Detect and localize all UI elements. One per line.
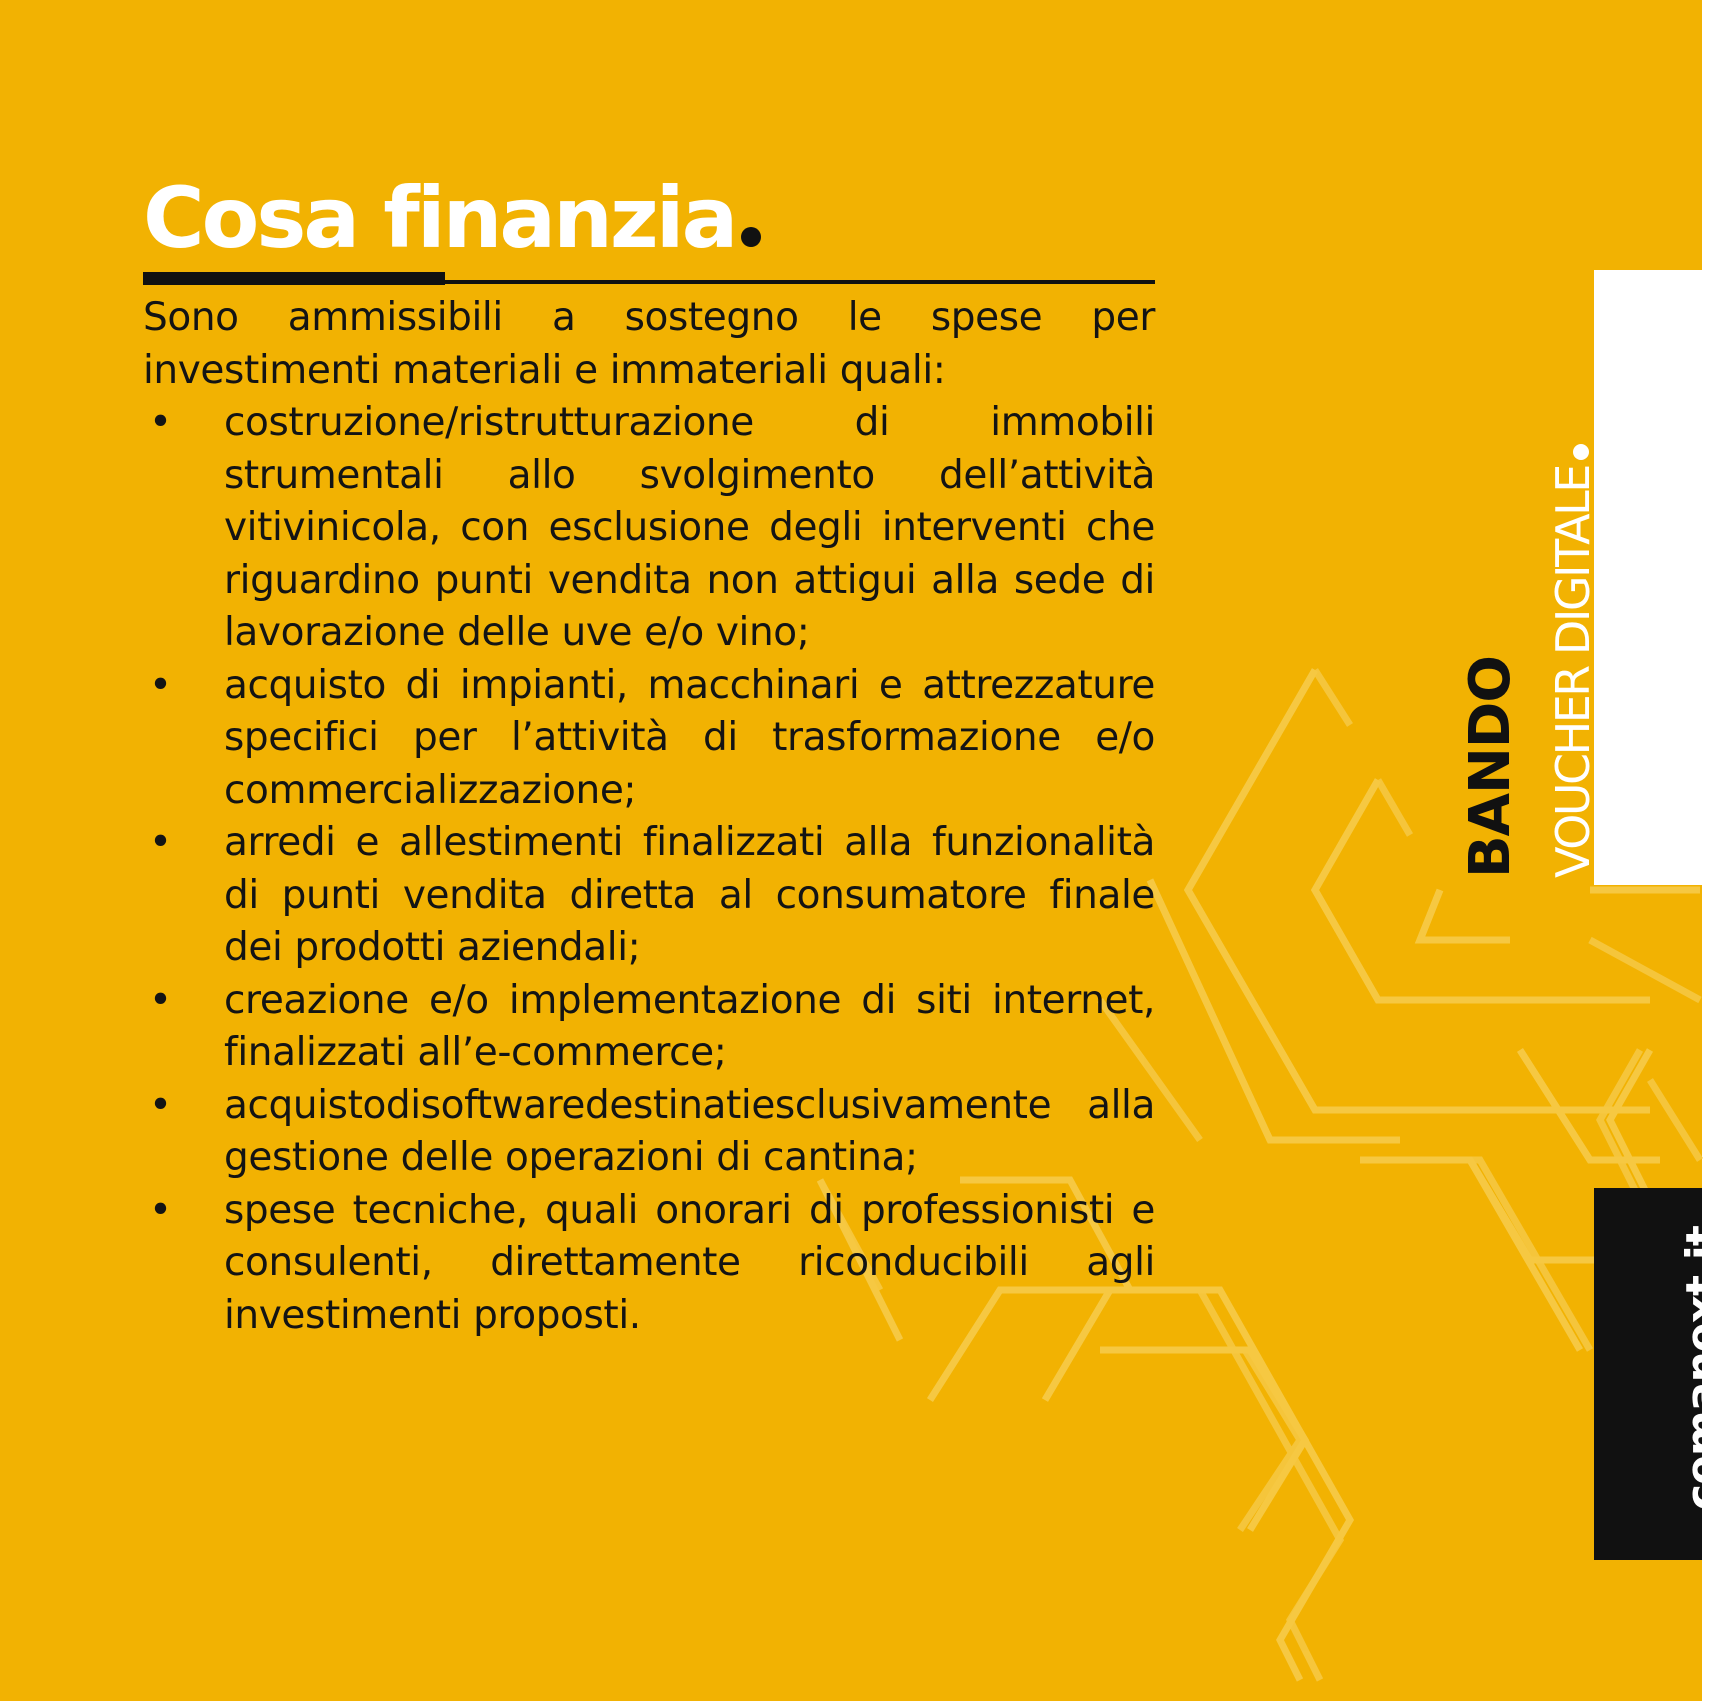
list-item (143, 1080, 1155, 1185)
list-item (143, 817, 1155, 975)
list-item (143, 660, 1155, 818)
bullet-icon: • (149, 662, 172, 708)
list-item-text: spese tecniche, quali onorari di professionisti e consulenti, direttamente riconducibili agli investimenti proposti. (224, 1187, 1155, 1338)
bando-label: BANDO (1458, 656, 1523, 878)
bullet-icon: • (149, 977, 172, 1023)
bullet-icon: • (149, 1082, 172, 1128)
funded-items-list (143, 397, 1155, 1342)
list-item-text: creazione e/o implementazione di siti internet, finalizzati all’e-commerce; (224, 977, 1155, 1075)
list-item (143, 975, 1155, 1080)
page-title-text: Cosa finanzia (143, 169, 736, 267)
list-item (143, 1185, 1155, 1343)
title-underline-accent (143, 272, 445, 285)
list-item-text: acquisto di impianti, macchinari e attrezzature specifici per l’attività di trasformazione e/o commercializzazione; (224, 662, 1155, 813)
website-label: cemanext.it (1677, 1226, 1728, 1510)
title-dot (741, 227, 761, 247)
list-item-text: costruzione/ristrutturazione di immobili strumentali allo svolgimento dell’attività vitivinicola, con esclusione degli interventi che riguardino punti vendita non attigui alla sede di lavorazione delle uve e/o vino; (224, 400, 1155, 655)
voucher-digitale-label (1545, 444, 1601, 878)
list-item-text: arredi e allestimenti finalizzati alla funzionalità di punti vendita diretta al consumatore finale dei prodotti aziendali; (224, 820, 1155, 970)
side-tab-white (1594, 270, 1702, 885)
intro-paragraph: Sono ammissibili a sostegno le spese per investimenti materiali e immateriali quali: (143, 295, 1155, 393)
bullet-icon: • (149, 400, 172, 445)
content-block (143, 292, 1155, 1342)
page-title (143, 168, 761, 268)
voucher-dot (1573, 444, 1589, 460)
voucher-digitale-text: VOUCHER DIGITALE (1546, 466, 1600, 878)
list-item-text: acquistodisoftwaredestinatiesclusivamente alla gestione delle operazioni di cantina; (224, 1082, 1155, 1180)
list-item (143, 397, 1155, 660)
bullet-icon: • (149, 820, 172, 865)
bullet-icon: • (149, 1187, 172, 1233)
